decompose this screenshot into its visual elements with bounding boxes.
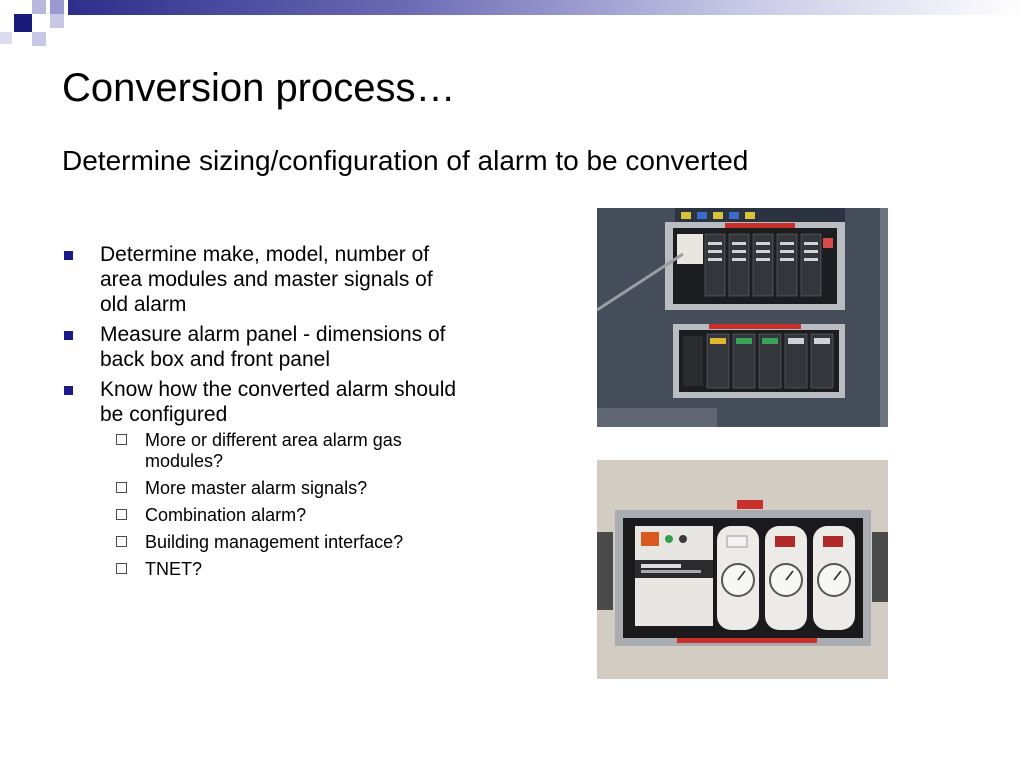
hollow-square-icon bbox=[116, 509, 127, 520]
bullet-square-icon bbox=[64, 386, 73, 395]
hollow-square-icon bbox=[116, 482, 127, 493]
bullet-item bbox=[62, 242, 462, 317]
decorative-banner bbox=[0, 0, 1024, 60]
bullet-text: Determine make, model, number of area modules and master signals of old alarm bbox=[100, 243, 433, 316]
banner-square-light bbox=[50, 0, 64, 14]
bullet-square-icon bbox=[64, 251, 73, 260]
slide-subtitle: Determine sizing/configuration of alarm to be converted bbox=[62, 145, 749, 176]
old-alarm-panels-photo bbox=[597, 208, 888, 427]
bullet-item bbox=[62, 377, 462, 580]
banner-square-light bbox=[50, 14, 64, 28]
bullet-square-icon bbox=[64, 331, 73, 340]
converted-alarm-panel-photo bbox=[597, 460, 888, 679]
bullet-text: Know how the converted alarm should be configured bbox=[100, 378, 457, 426]
sub-bullet-item bbox=[100, 559, 462, 580]
banner-gradient-bar bbox=[68, 0, 1024, 15]
sub-bullet-text: More master alarm signals? bbox=[145, 478, 368, 498]
banner-square-light bbox=[0, 32, 12, 44]
sub-bullet-list bbox=[100, 430, 462, 580]
sub-bullet-text: Building management interface? bbox=[145, 532, 404, 552]
banner-square-dark bbox=[14, 14, 32, 32]
hollow-square-icon bbox=[116, 434, 127, 445]
converted-alarm-panel-illustration bbox=[597, 460, 888, 679]
bullet-item bbox=[62, 322, 462, 372]
sub-bullet-item bbox=[100, 505, 462, 526]
sub-bullet-text: Combination alarm? bbox=[145, 505, 307, 525]
sub-bullet-item bbox=[100, 478, 462, 499]
banner-square-light bbox=[32, 0, 46, 14]
bullet-text: Measure alarm panel - dimensions of back box and front panel bbox=[100, 323, 446, 371]
sub-bullet-text: TNET? bbox=[145, 559, 203, 579]
sub-bullet-item bbox=[100, 430, 462, 472]
old-alarm-panels-illustration bbox=[597, 208, 888, 427]
banner-square-light bbox=[32, 32, 46, 46]
sub-bullet-item bbox=[100, 532, 462, 553]
hollow-square-icon bbox=[116, 536, 127, 547]
sub-bullet-text: More or different area alarm gas modules? bbox=[145, 430, 402, 471]
bullet-list bbox=[62, 242, 462, 586]
slide-title: Conversion process… bbox=[62, 66, 456, 110]
hollow-square-icon bbox=[116, 563, 127, 574]
